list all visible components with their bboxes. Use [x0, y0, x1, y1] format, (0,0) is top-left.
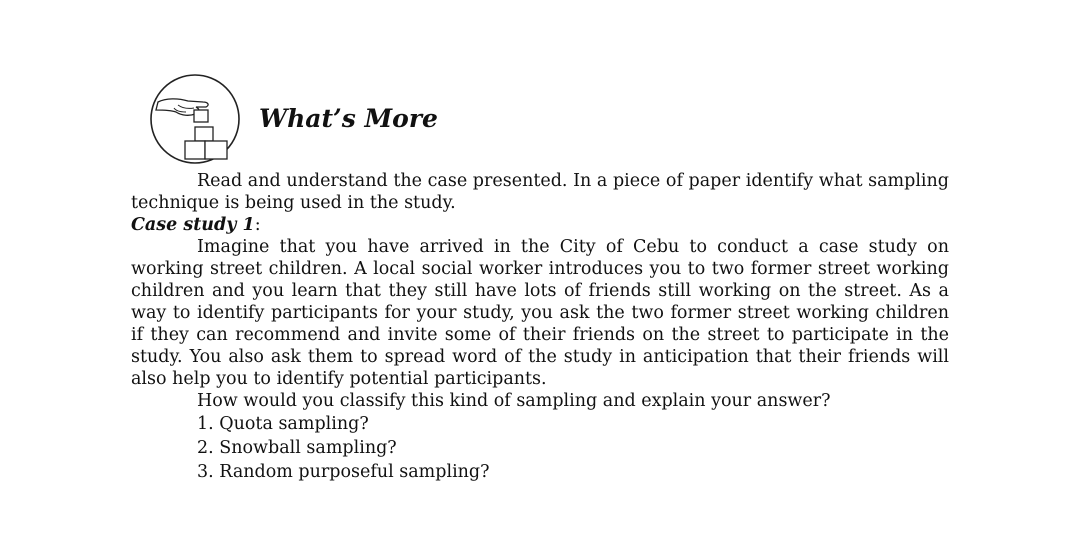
option-item: 1. Quota sampling? — [197, 414, 369, 434]
answer-options — [131, 412, 949, 484]
case-study-content — [131, 170, 949, 484]
section-title: What’s More — [259, 104, 438, 133]
option-item: 2. Snowball sampling? — [197, 438, 397, 458]
option-item: 3. Random purposeful sampling? — [197, 462, 490, 482]
question-text: How would you classify this kind of sampling and explain your answer? — [197, 391, 831, 411]
case-study-label: Case study 1 — [131, 215, 255, 235]
case-study-label-suffix: : — [254, 215, 261, 235]
instructions-paragraph: Read and understand the case presented. In a piece of paper identify what sampling technique is being used in the study. — [131, 171, 949, 213]
case-study-body: Imagine that you have arrived in the City of Cebu to conduct a case study on working street children. A local social worker introduces you to two former street working children and you learn that they still have lots of friends still working on the street. As a way to identify participants for your study, you ask the two former street working children if they can recommend and invite some of their friends on the street to participate in the study. You also ask them to spread word of the study in anticipation that their friends will also help you to identify potential participants. — [131, 237, 949, 389]
hand-stacking-blocks-icon — [148, 72, 242, 166]
case-study-heading — [131, 214, 949, 236]
